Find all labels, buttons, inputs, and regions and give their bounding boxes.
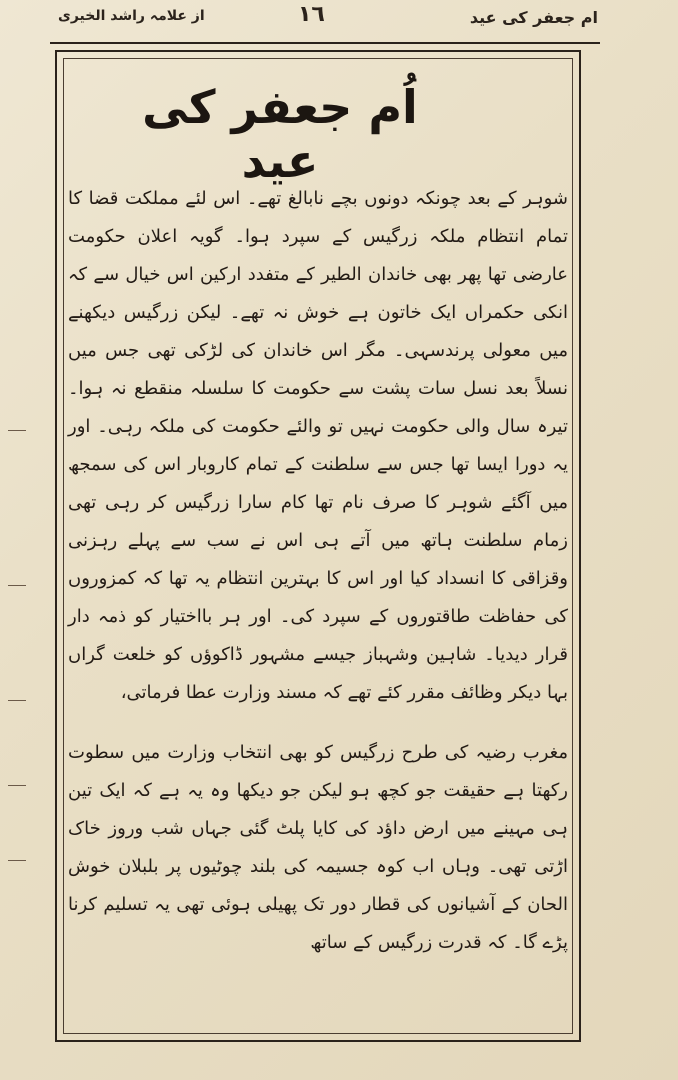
article-title: اُم جعفر کی عید xyxy=(142,80,418,188)
margin-mark xyxy=(8,785,26,786)
article-body xyxy=(68,180,568,984)
page-number: ١٦ xyxy=(298,2,325,27)
header-rule xyxy=(50,42,600,44)
paragraph: مغرب رضیہ کی طرح زرگیس کو بھی انتخاب وزارت میں سطوت رکھتا ہے حقیقت جو کچھ ہو لیکن جو دیکھا وہ یہ ہے کہ ایک تین ہی مہینے میں ارض داؤد کی کایا پلٹ گئی جہاں شب وروز خاک اڑتی تھی۔ وہاں اب کوہ جسیمہ کی بلند چوٹیوں پر بلبلان خوش الحان کے آشیانوں کی قطار دور تک پھیلی ہوئی تھی یہ تسلیم کرنا پڑے گا۔ کہ قدرت زرگیس کے ساتھ xyxy=(68,742,568,953)
margin-mark xyxy=(8,860,26,861)
paragraph: شوہر کے بعد چونکہ دونوں بچے نابالغ تھے۔ اس لئے مملکت قضا کا تمام انتظام ملکہ زرگیس کے سپرد ہوا۔ گویہ اعلان حکومت عارضی تھا پھر بھی خاندان الطیر کے متفدد ارکین اس خیال سے کہ انکی حکمراں ایک خاتون ہے خوش نہ تھے۔ لیکن زرگیس دیکھنے میں معولی پرندسہی۔ مگر اس خاندان کی لڑکی تھی جس میں نسلاً بعد نسل سات پشت سے حکومت کا سلسلہ منقطع نہ ہوا۔ تیرہ سال والی حکومت نہیں تو والئے حکومت کی ملکہ رہی۔ اور یہ دورا ایسا تھا جس سے سلطنت کے تمام کاروبار اس کی سمجھ میں آگئے شوہر کا صرف نام تھا کام سارا زرگیس کر رہی تھی زمام سلطنت ہاتھ میں آتے ہی اس نے سب سے پہلے رہزنی وقزاقی کا انسداد کیا اور اس کا بہترین انتظام یہ تھا کہ کمزوروں کی حفاظت طاقتوروں کے سپرد کی۔ اور ہر بااختیار کو ذمہ دار قرار دیدیا۔ شاہین وشہباز جیسے مشہور ڈاکوؤں کو خلعت گراں بہا دیکر وظائف مقرر کئے تھے کہ مسند وزارت عطا فرماتی، xyxy=(68,188,568,703)
margin-mark xyxy=(8,700,26,701)
running-title: ام جعفر کی عید xyxy=(469,8,598,27)
page-header xyxy=(48,2,608,42)
margin-mark xyxy=(8,430,26,431)
margin-mark xyxy=(8,585,26,586)
running-author: از علامہ راشد الخیری xyxy=(58,8,205,24)
